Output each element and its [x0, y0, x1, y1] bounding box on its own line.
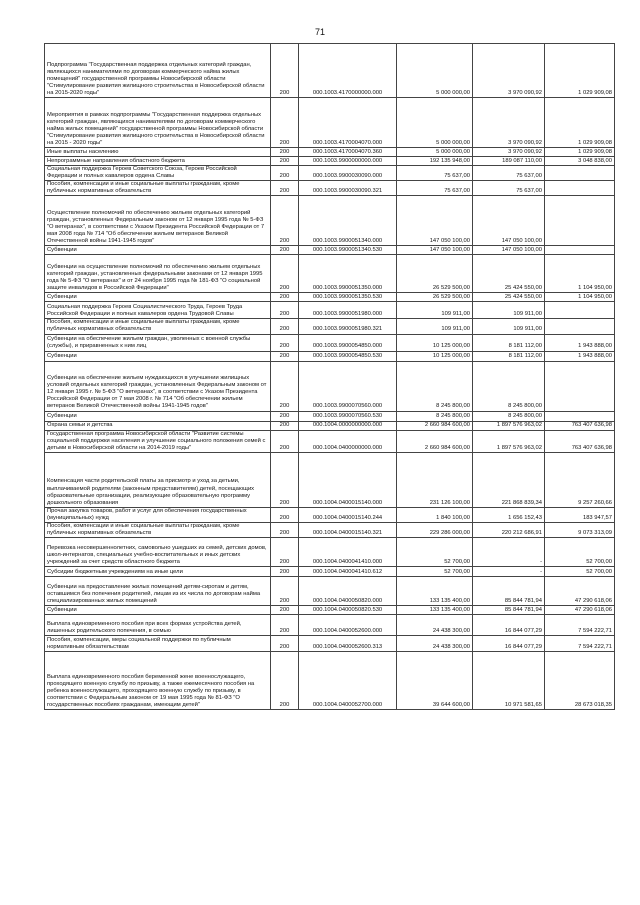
cell-exec: 16 844 077,29: [473, 636, 545, 652]
table-row: [45, 98, 615, 148]
cell-admin: 200: [271, 606, 299, 615]
table-row: [45, 430, 615, 452]
cell-rest: 1 943 888,00: [545, 351, 615, 361]
cell-name: Субвенции: [45, 351, 271, 361]
cell-plan: 10 125 000,00: [397, 351, 473, 361]
table-row: [45, 361, 615, 411]
cell-code: 000.1003.9900070560.530: [299, 411, 397, 421]
cell-admin: 200: [271, 567, 299, 577]
cell-name: Перевозка несовершеннолетних, самовольно ушедших из семей, детских домов, школ-интернатов, специальных учебно-воспитательных и иных детских учреждений за счет средств областного бюджета: [45, 538, 271, 567]
cell-exec: 25 424 550,00: [473, 255, 545, 293]
cell-plan: 75 637,00: [397, 181, 473, 196]
cell-plan: 5 000 000,00: [397, 98, 473, 148]
cell-admin: 200: [271, 615, 299, 636]
cell-plan: 109 911,00: [397, 302, 473, 319]
cell-name: Подпрограмма "Государственная поддержка отдельных категорий граждан, являющихся нанимателями по договорам коммерческого найма жилых помещений" государственной программы Новосибирской области "Стимулирование развития жилищного строительства в Новосибирской области на 2015-2020 годы": [45, 44, 271, 98]
cell-rest: [545, 246, 615, 255]
cell-plan: 2 660 984 600,00: [397, 430, 473, 452]
cell-exec: 109 911,00: [473, 302, 545, 319]
cell-code: 000.1003.9900030090.321: [299, 181, 397, 196]
cell-name: Выплата единовременного пособия при всех формах устройства детей, лишенных родительского попечения, в семью: [45, 615, 271, 636]
cell-exec: 25 424 550,00: [473, 293, 545, 302]
cell-plan: 10 125 000,00: [397, 334, 473, 351]
cell-admin: 200: [271, 421, 299, 430]
cell-admin: 200: [271, 148, 299, 157]
cell-code: 000.1003.9900054850.000: [299, 334, 397, 351]
cell-rest: [545, 411, 615, 421]
cell-rest: 763 407 636,98: [545, 430, 615, 452]
cell-exec: 3 970 090,92: [473, 148, 545, 157]
table-row: [45, 411, 615, 421]
cell-rest: 52 700,00: [545, 538, 615, 567]
cell-code: 000.1003.4170004070.360: [299, 148, 397, 157]
table-row: [45, 615, 615, 636]
cell-rest: 7 594 222,71: [545, 615, 615, 636]
cell-exec: 221 868 839,34: [473, 452, 545, 507]
cell-rest: [545, 319, 615, 334]
cell-rest: 1 029 909,08: [545, 44, 615, 98]
cell-rest: 9 257 260,66: [545, 452, 615, 507]
cell-name: Выплата единовременного пособия беременной жене военнослужащего, проходящего военную службу по призыву, а также ежемесячного пособия на ребенка военнослужащего, проходящего военную службу по призыву, в соответствии с Федеральным законом от 19 мая 1995 года № 81-ФЗ "О государственных пособиях гражданам, имеющим детей": [45, 652, 271, 710]
cell-exec: 85 844 781,94: [473, 606, 545, 615]
cell-rest: 28 673 018,35: [545, 652, 615, 710]
cell-exec: 109 911,00: [473, 319, 545, 334]
cell-plan: 133 135 400,00: [397, 577, 473, 606]
cell-rest: 183 947,57: [545, 507, 615, 522]
cell-exec: 147 050 100,00: [473, 246, 545, 255]
cell-plan: 8 245 800,00: [397, 361, 473, 411]
cell-name: Иные выплаты населению: [45, 148, 271, 157]
table-row: [45, 538, 615, 567]
cell-admin: 200: [271, 302, 299, 319]
cell-exec: 1 897 576 963,02: [473, 430, 545, 452]
cell-rest: [545, 181, 615, 196]
cell-plan: 52 700,00: [397, 538, 473, 567]
table-row: [45, 181, 615, 196]
budget-table: [44, 43, 615, 710]
cell-code: 000.1004.0400050820.530: [299, 606, 397, 615]
cell-code: 000.1003.9900051350.530: [299, 293, 397, 302]
budget-table-body: [45, 44, 615, 710]
cell-code: 000.1003.9900051340.000: [299, 196, 397, 246]
cell-admin: 200: [271, 293, 299, 302]
table-row: [45, 166, 615, 181]
table-row: [45, 319, 615, 334]
cell-plan: 133 135 400,00: [397, 606, 473, 615]
cell-admin: 200: [271, 538, 299, 567]
cell-code: 000.1003.9900051980.000: [299, 302, 397, 319]
cell-rest: 1 943 888,00: [545, 334, 615, 351]
cell-name: Пособия, компенсации, меры социальной поддержки по публичным нормативным обязательствам: [45, 636, 271, 652]
cell-exec: 8 181 112,00: [473, 334, 545, 351]
cell-plan: 1 840 100,00: [397, 507, 473, 522]
cell-rest: 1 104 950,00: [545, 255, 615, 293]
cell-name: Пособия, компенсации и иные социальные выплаты гражданам, кроме публичных нормативных обязательств: [45, 181, 271, 196]
cell-admin: 200: [271, 196, 299, 246]
cell-name: Субвенции: [45, 293, 271, 302]
cell-name: Непрограммные направления областного бюджета: [45, 157, 271, 166]
cell-code: 000.1003.9900051340.530: [299, 246, 397, 255]
cell-code: 000.1004.0400050820.000: [299, 577, 397, 606]
cell-exec: 8 245 800,00: [473, 361, 545, 411]
cell-code: 000.1004.0400052700.000: [299, 652, 397, 710]
cell-name: Пособия, компенсации и иные социальные выплаты гражданам, кроме публичных нормативных обязательств: [45, 319, 271, 334]
cell-name: Охрана семьи и детства: [45, 421, 271, 430]
cell-name: Мероприятия в рамках подпрограммы "Государственная поддержка отдельных категорий граждан, являющихся нанимателями по договорам коммерческого найма жилых помещений" государственной программы Новосибирской области "Стимулирование развития жилищного строительства в Новосибирской области на 2015 - 2020 годы": [45, 98, 271, 148]
cell-rest: 763 407 636,98: [545, 421, 615, 430]
cell-rest: 1 029 909,08: [545, 148, 615, 157]
cell-name: Государственная программа Новосибирской области "Развитие системы социальной поддержки населения и улучшение социального положения семей с детьми в Новосибирской области на 2014-2019 годы": [45, 430, 271, 452]
cell-rest: [545, 196, 615, 246]
cell-plan: 75 637,00: [397, 166, 473, 181]
cell-plan: 147 050 100,00: [397, 246, 473, 255]
cell-plan: 109 911,00: [397, 319, 473, 334]
cell-admin: 200: [271, 577, 299, 606]
cell-code: 000.1004.0000000000.000: [299, 421, 397, 430]
cell-name: Субвенции на обеспечение жильем нуждающихся в улучшении жилищных условий отдельных категорий граждан, установленных Федеральным законом от 12 января 1995 г. № 5-ФЗ "О ветеранах", в соответствии с Указом Президента Российской Федерации от 7 мая 2008 г. № 714 "Об обеспечении жильем ветеранов Великой Отечественной войны 1941-1945 годов": [45, 361, 271, 411]
table-row: [45, 567, 615, 577]
cell-name: Компенсация части родительской платы за присмотр и уход за детьми, выплачиваемой родителям (законным представителям) детей, посещающих образовательные организации, реализующие образовательную программу дошкольного образования: [45, 452, 271, 507]
table-row: [45, 523, 615, 538]
cell-name: Субвенции на обеспечение жильем граждан, уволенных с военной службы (службы), и приравненных к ним лиц: [45, 334, 271, 351]
cell-plan: 2 660 984 600,00: [397, 421, 473, 430]
table-row: [45, 577, 615, 606]
cell-code: 000.1003.9900054850.530: [299, 351, 397, 361]
cell-plan: 5 000 000,00: [397, 148, 473, 157]
cell-plan: 26 529 500,00: [397, 255, 473, 293]
cell-plan: 192 135 948,00: [397, 157, 473, 166]
cell-exec: 1 656 152,43: [473, 507, 545, 522]
cell-name: Субвенции: [45, 246, 271, 255]
cell-plan: 39 644 600,00: [397, 652, 473, 710]
cell-exec: 75 637,00: [473, 166, 545, 181]
cell-code: 000.1004.0400015140.244: [299, 507, 397, 522]
cell-admin: 200: [271, 157, 299, 166]
cell-plan: 147 050 100,00: [397, 196, 473, 246]
cell-rest: [545, 166, 615, 181]
cell-exec: 189 087 110,00: [473, 157, 545, 166]
table-row: [45, 606, 615, 615]
cell-code: 000.1003.9900070560.000: [299, 361, 397, 411]
cell-name: Пособия, компенсации и иные социальные выплаты гражданам, кроме публичных нормативных обязательств: [45, 523, 271, 538]
cell-rest: 47 290 618,06: [545, 606, 615, 615]
cell-code: 000.1003.9900000000.000: [299, 157, 397, 166]
table-row: [45, 255, 615, 293]
cell-exec: 1 897 576 963,02: [473, 421, 545, 430]
page-number: 71: [314, 27, 325, 37]
cell-exec: 8 245 800,00: [473, 411, 545, 421]
cell-admin: 200: [271, 452, 299, 507]
cell-exec: 8 181 112,00: [473, 351, 545, 361]
cell-rest: 7 594 222,71: [545, 636, 615, 652]
cell-name: Прочая закупка товаров, работ и услуг для обеспечения государственных (муниципальных) нужд: [45, 507, 271, 522]
cell-admin: 200: [271, 334, 299, 351]
cell-exec: -: [473, 538, 545, 567]
cell-name: Социальная поддержка Героев Социалистического Труда, Героев Труда Российской Федерации и полных кавалеров ордена Трудовой Славы: [45, 302, 271, 319]
table-row: [45, 157, 615, 166]
cell-name: Субсидии бюджетным учреждениям на иные цели: [45, 567, 271, 577]
table-row: [45, 507, 615, 522]
cell-admin: 200: [271, 411, 299, 421]
cell-rest: [545, 361, 615, 411]
table-row: [45, 452, 615, 507]
cell-admin: 200: [271, 181, 299, 196]
cell-plan: 24 438 300,00: [397, 636, 473, 652]
table-row: [45, 246, 615, 255]
table-row: [45, 44, 615, 98]
cell-code: 000.1004.0400015140.000: [299, 452, 397, 507]
cell-code: 000.1004.0400000000.000: [299, 430, 397, 452]
table-row: [45, 421, 615, 430]
cell-rest: [545, 302, 615, 319]
table-row: [45, 636, 615, 652]
cell-admin: 200: [271, 246, 299, 255]
cell-code: 000.1004.0400052600.000: [299, 615, 397, 636]
cell-name: Социальная поддержка Героев Советского Союза, Героев Российской Федерации и полных кавалеров ордена Славы: [45, 166, 271, 181]
cell-name: Осуществление полномочий по обеспечению жильем отдельных категорий граждан, установленных Федеральным законом от 12 января 1995 года № 5-ФЗ "О ветеранах", в соответствии с Указом Президента Российской Федерации от 7 мая 2008 года № 714 "Об обеспечении жильем ветеранов Великой Отечественной войны 1941-1945 годов": [45, 196, 271, 246]
cell-exec: 3 970 090,92: [473, 44, 545, 98]
cell-exec: 147 050 100,00: [473, 196, 545, 246]
cell-code: 000.1004.0400052600.313: [299, 636, 397, 652]
cell-code: 000.1003.9900051350.000: [299, 255, 397, 293]
cell-plan: 26 529 500,00: [397, 293, 473, 302]
cell-admin: 200: [271, 166, 299, 181]
cell-plan: 229 286 000,00: [397, 523, 473, 538]
cell-code: 000.1003.9900030090.000: [299, 166, 397, 181]
cell-rest: 1 104 950,00: [545, 293, 615, 302]
cell-code: 000.1004.0400041410.000: [299, 538, 397, 567]
cell-rest: 3 048 838,00: [545, 157, 615, 166]
cell-code: 000.1004.0400041410.612: [299, 567, 397, 577]
cell-exec: 10 971 581,65: [473, 652, 545, 710]
table-row: [45, 334, 615, 351]
cell-plan: 8 245 800,00: [397, 411, 473, 421]
cell-admin: 200: [271, 361, 299, 411]
table-row: [45, 652, 615, 710]
cell-exec: 16 844 077,29: [473, 615, 545, 636]
cell-rest: 1 029 909,08: [545, 98, 615, 148]
cell-plan: 5 000 000,00: [397, 44, 473, 98]
table-row: [45, 302, 615, 319]
cell-admin: 200: [271, 255, 299, 293]
cell-rest: 52 700,00: [545, 567, 615, 577]
cell-admin: 200: [271, 636, 299, 652]
cell-exec: -: [473, 567, 545, 577]
cell-code: 000.1003.4170000000.000: [299, 44, 397, 98]
cell-code: 000.1003.9900051980.321: [299, 319, 397, 334]
cell-code: 000.1003.4170004070.000: [299, 98, 397, 148]
cell-rest: 9 073 313,09: [545, 523, 615, 538]
cell-admin: 200: [271, 523, 299, 538]
cell-rest: 47 290 618,06: [545, 577, 615, 606]
cell-name: Субвенции на предоставление жилых помещений детям-сиротам и детям, оставшимся без попечения родителей, лицам из их числа по договорам найма специализированных жилых помещений: [45, 577, 271, 606]
table-row: [45, 196, 615, 246]
table-row: [45, 351, 615, 361]
cell-plan: 231 126 100,00: [397, 452, 473, 507]
cell-name: Субвенции: [45, 606, 271, 615]
cell-admin: 200: [271, 507, 299, 522]
cell-admin: 200: [271, 44, 299, 98]
cell-admin: 200: [271, 351, 299, 361]
cell-name: Субвенции: [45, 411, 271, 421]
cell-plan: 24 438 300,00: [397, 615, 473, 636]
cell-name: Субвенции на осуществление полномочий по обеспечению жильем отдельных категорий граждан, установленных федеральными законами от 12 января 1995 года № 5-ФЗ "О ветеранах" и от 24 ноября 1995 года № 181-ФЗ "О социальной защите инвалидов в Российской Федерации": [45, 255, 271, 293]
cell-admin: 200: [271, 319, 299, 334]
cell-exec: 3 970 090,92: [473, 98, 545, 148]
cell-admin: 200: [271, 98, 299, 148]
cell-code: 000.1004.0400015140.321: [299, 523, 397, 538]
cell-admin: 200: [271, 652, 299, 710]
cell-plan: 52 700,00: [397, 567, 473, 577]
cell-admin: 200: [271, 430, 299, 452]
cell-exec: 85 844 781,94: [473, 577, 545, 606]
cell-exec: 220 212 686,91: [473, 523, 545, 538]
cell-exec: 75 637,00: [473, 181, 545, 196]
table-row: [45, 293, 615, 302]
table-row: [45, 148, 615, 157]
